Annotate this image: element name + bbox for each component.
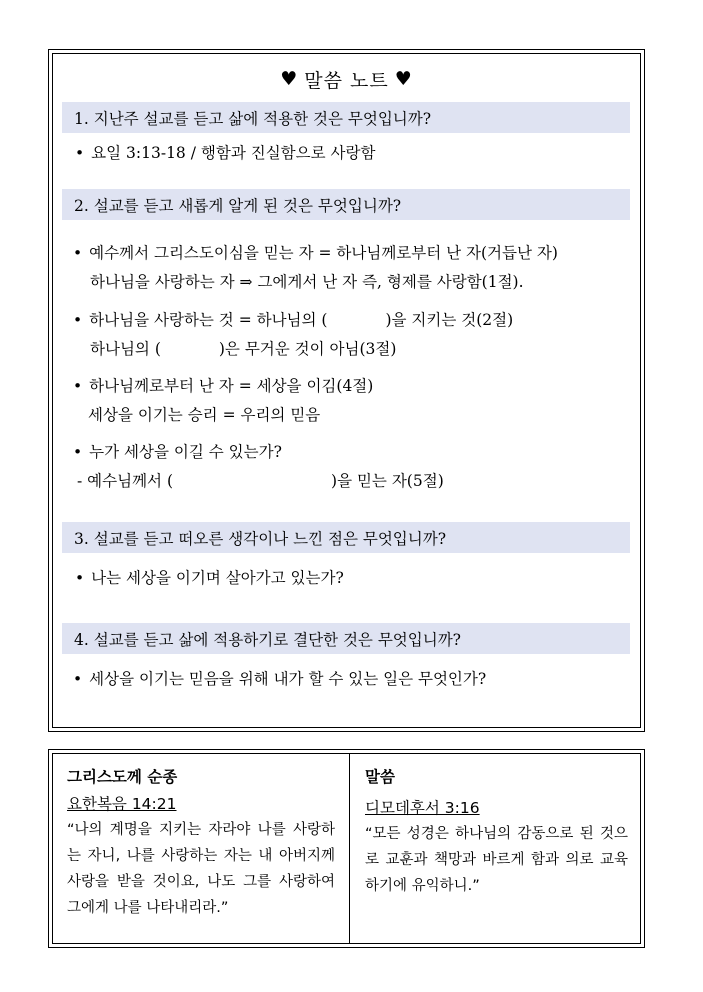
q3-answer: • 나는 세상을 이기며 살아가고 있는가? (75, 569, 344, 587)
bullet-icon: • (75, 569, 85, 587)
title-text: 말씀 노트 (304, 69, 389, 92)
heart-icon: ♥ (394, 68, 413, 90)
q2-item-2-line2: 하나님의 ( )은 무거운 것이 아님(3절) (90, 340, 397, 358)
question-3: 3. 설교를 듣고 떠오른 생각이나 느낀 점은 무엇입니까? (62, 522, 630, 553)
bullet-icon: • (73, 311, 83, 329)
q2-item-2: • 하나님을 사랑하는 것 = 하나님의 ( )을 지키는 것(2절) (73, 311, 514, 329)
q2-item-1: • 예수께서 그리스도이심을 믿는 자 = 하나님께로부터 난 자(거듭난 자) (73, 244, 558, 262)
column-divider (349, 754, 350, 943)
bullet-icon: • (73, 670, 83, 688)
page-title (49, 65, 644, 93)
q2-item-4: • 누가 세상을 이길 수 있는가? (73, 443, 282, 461)
left-verse-text: “나의 계명을 지키는 자라야 나를 사랑하는 자니, 나를 사랑하는 자는 내 아버지께 사랑을 받을 것이요, 나도 그를 사랑하여 그에게 나를 나타내리라.” (67, 822, 335, 916)
q2-item-4-line2: - 예수님께서 ( )을 믿는 자(5절) (77, 472, 444, 490)
q2-item-3-line2: 세상을 이기는 승리 = 우리의 믿음 (88, 406, 321, 424)
question-4: 4. 설교를 듣고 삶에 적용하기로 결단한 것은 무엇입니까? (62, 623, 630, 654)
left-verse-title: 그리스도께 순종 (67, 768, 178, 786)
right-verse-reference: 디모데후서 3:16 (365, 799, 480, 817)
right-verse-text: “모든 성경은 하나님의 감동으로 된 것으로 교훈과 책망과 바르게 함과 의로 교육하기에 유익하니.” (365, 826, 628, 894)
heart-icon: ♥ (280, 68, 299, 90)
bullet-icon: • (75, 144, 85, 162)
q2-item-3: • 하나님께로부터 난 자 = 세상을 이김(4절) (73, 377, 374, 395)
question-2: 2. 설교를 듣고 새롭게 알게 된 것은 무엇입니까? (62, 189, 630, 220)
verse-box (48, 749, 645, 948)
bullet-icon: • (73, 377, 83, 395)
question-1: 1. 지난주 설교를 듣고 삶에 적용한 것은 무엇입니까? (62, 102, 630, 133)
q1-answer: • 요일 3:13-18 / 행함과 진실함으로 사랑함 (75, 144, 376, 162)
left-verse-reference: 요한복음 14:21 (67, 795, 177, 813)
sermon-notes-frame (48, 49, 645, 732)
bullet-icon: • (73, 443, 83, 461)
q2-item-1-line2: 하나님을 사랑하는 자 ⇒ 그에게서 난 자 즉, 형제를 사랑함(1절). (90, 273, 524, 291)
bullet-icon: • (73, 244, 83, 262)
q4-answer: • 세상을 이기는 믿음을 위해 내가 할 수 있는 일은 무엇인가? (73, 670, 487, 688)
right-verse-title: 말씀 (365, 768, 395, 786)
